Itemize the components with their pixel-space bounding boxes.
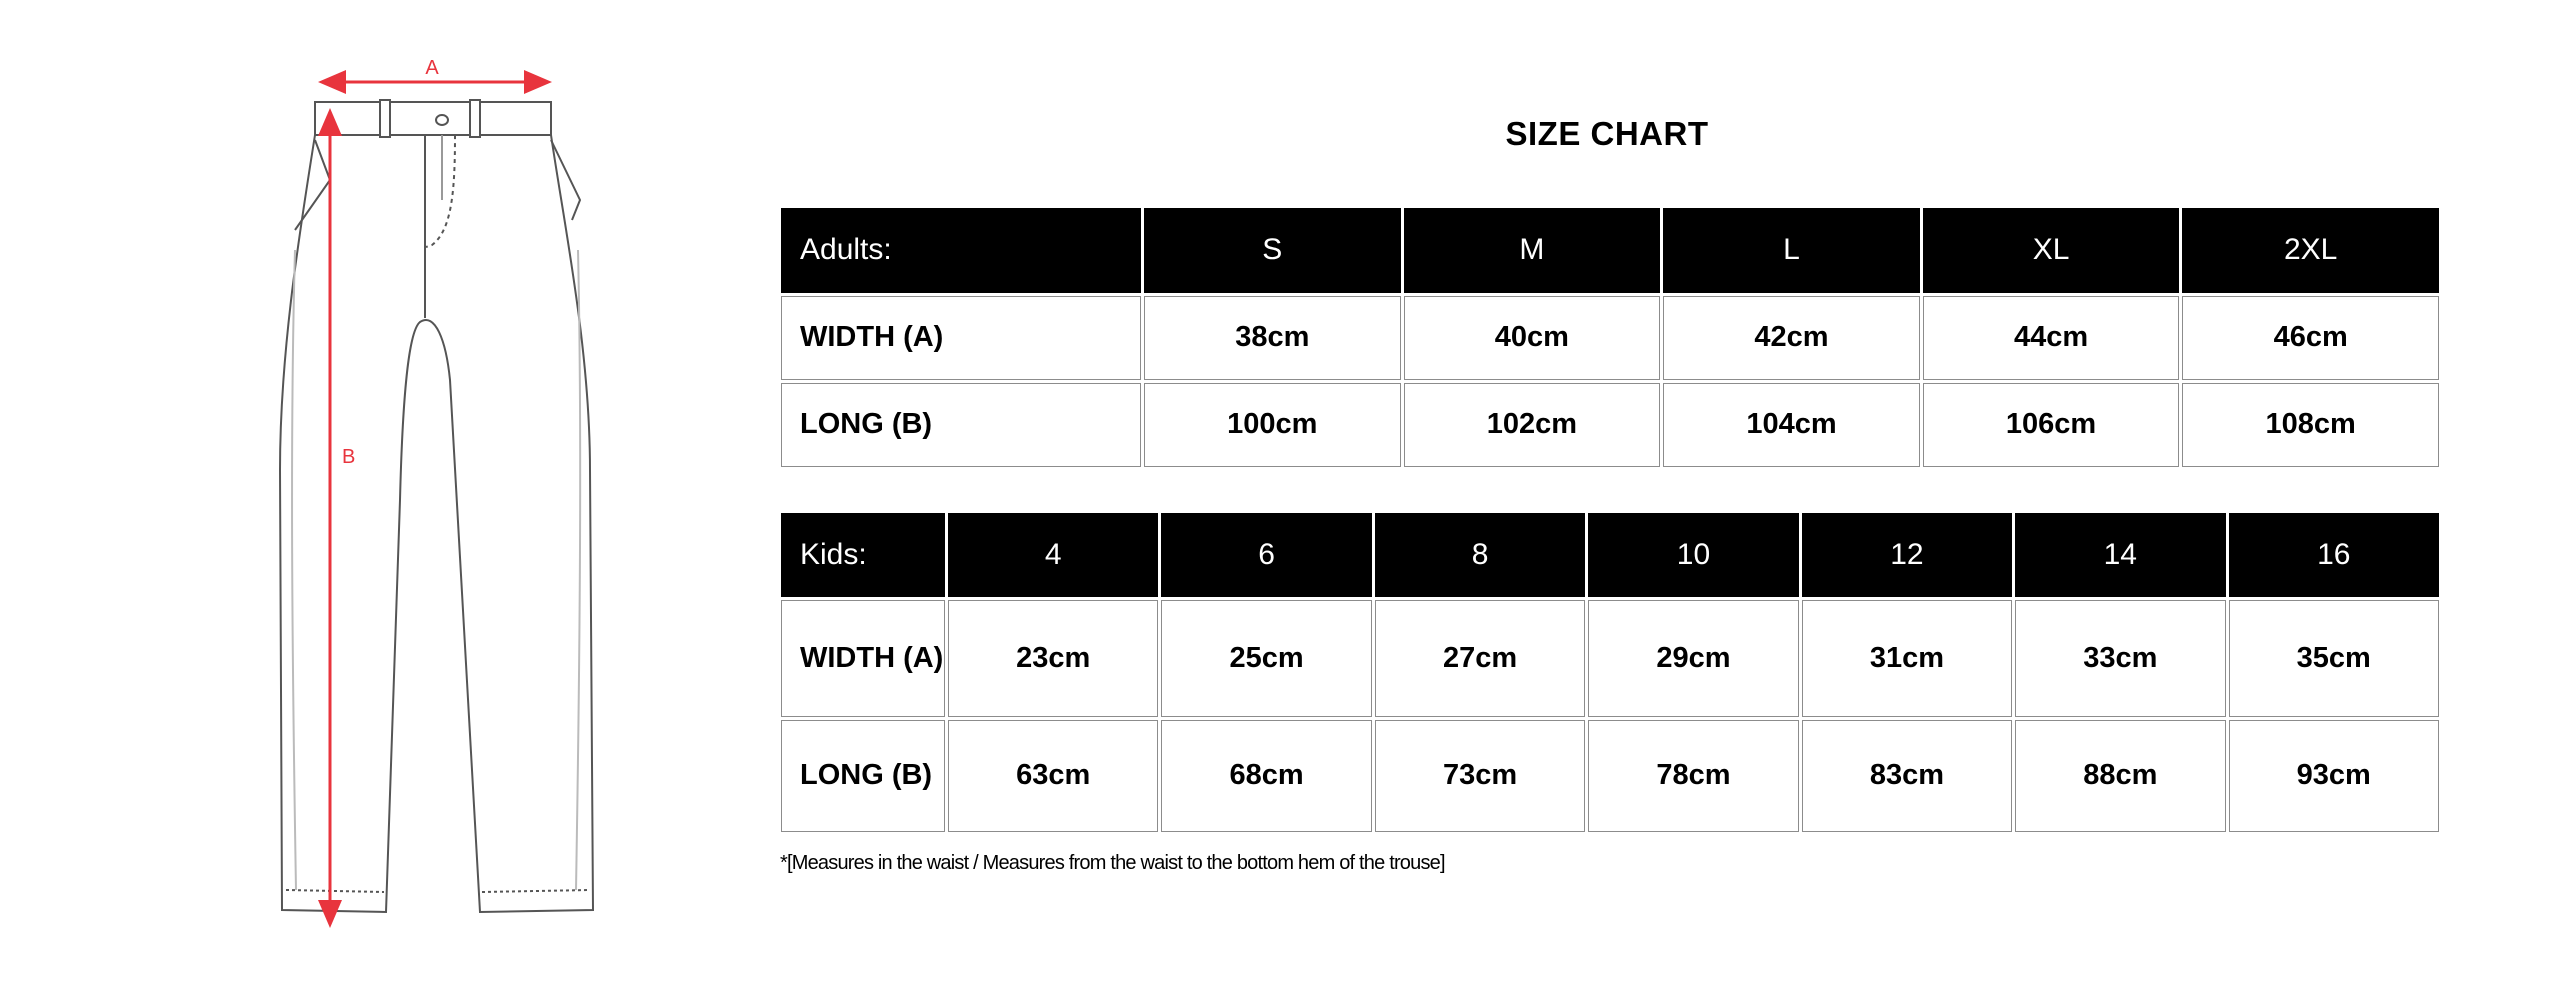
trousers-diagram — [260, 50, 620, 950]
header-cell: Adults: — [781, 208, 1141, 293]
table-cell: 38cm — [1144, 296, 1401, 380]
header-cell: 6 — [1161, 513, 1371, 597]
header-cell: 2XL — [2182, 208, 2439, 293]
table-cell: 40cm — [1404, 296, 1661, 380]
measure-lines — [318, 70, 552, 928]
footnote: *[Measures in the waist / Measures from the waist to the bottom hem of the trouse] — [780, 852, 1445, 874]
table-cell: 35cm — [2229, 600, 2439, 717]
table-cell: 102cm — [1404, 383, 1661, 467]
trousers-illustration — [260, 50, 620, 950]
table-cell: 42cm — [1663, 296, 1920, 380]
table-cell: 68cm — [1161, 720, 1371, 832]
table-cell: 31cm — [1802, 600, 2012, 717]
table-cell: 29cm — [1588, 600, 1798, 717]
row-label: WIDTH (A) — [781, 600, 945, 717]
table-cell: 83cm — [1802, 720, 2012, 832]
table-cell: 73cm — [1375, 720, 1585, 832]
table-cell: 33cm — [2015, 600, 2225, 717]
row-label: WIDTH (A) — [781, 296, 1141, 380]
table-row — [781, 600, 2439, 717]
table-header-row — [781, 208, 2439, 293]
header-cell: 14 — [2015, 513, 2225, 597]
row-label: LONG (B) — [781, 720, 945, 832]
table-cell: 78cm — [1588, 720, 1798, 832]
table-cell: 106cm — [1923, 383, 2180, 467]
header-cell: Kids: — [781, 513, 945, 597]
header-cell: 8 — [1375, 513, 1585, 597]
table-cell: 63cm — [948, 720, 1158, 832]
row-label: LONG (B) — [781, 383, 1141, 467]
table-cell: 108cm — [2182, 383, 2439, 467]
table-header-row — [781, 513, 2439, 597]
header-cell: M — [1404, 208, 1661, 293]
table-row — [781, 296, 2439, 380]
table-cell: 25cm — [1161, 600, 1371, 717]
table-cell: 44cm — [1923, 296, 2180, 380]
table-cell: 88cm — [2015, 720, 2225, 832]
table-cell: 27cm — [1375, 600, 1585, 717]
table-cell: 100cm — [1144, 383, 1401, 467]
kids-size-table — [778, 510, 2442, 835]
table-cell: 46cm — [2182, 296, 2439, 380]
header-cell: 12 — [1802, 513, 2012, 597]
header-cell: 16 — [2229, 513, 2439, 597]
header-cell: 10 — [1588, 513, 1798, 597]
header-cell: L — [1663, 208, 1920, 293]
page-title: SIZE CHART — [1505, 115, 1709, 152]
header-cell: XL — [1923, 208, 2180, 293]
header-cell: 4 — [948, 513, 1158, 597]
table-row — [781, 720, 2439, 832]
trousers-outline — [280, 100, 593, 912]
table-cell: 104cm — [1663, 383, 1920, 467]
table-cell: 93cm — [2229, 720, 2439, 832]
table-cell: 23cm — [948, 600, 1158, 717]
label-b: B — [342, 446, 356, 468]
table-row — [781, 383, 2439, 467]
label-a: A — [425, 57, 439, 79]
header-cell: S — [1144, 208, 1401, 293]
adults-size-table — [778, 205, 2442, 470]
